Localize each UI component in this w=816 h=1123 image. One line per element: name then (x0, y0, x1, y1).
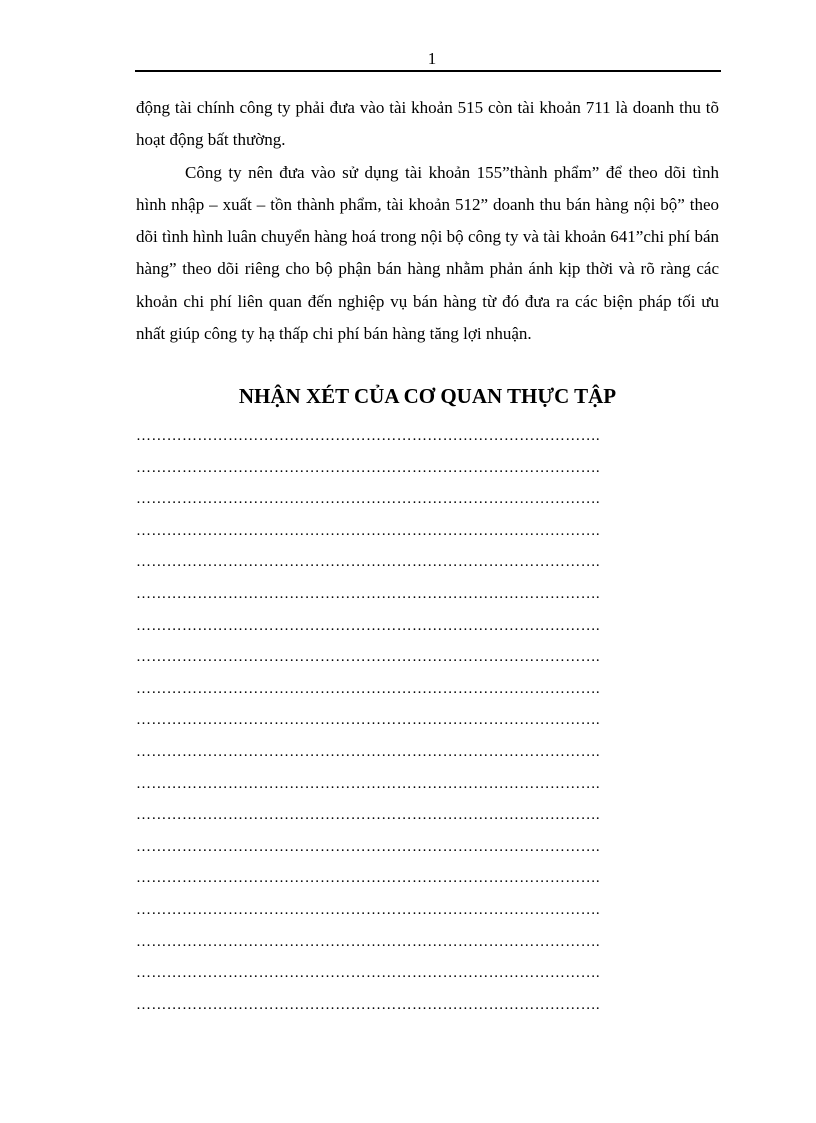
comment-line: ………………………………………………………………………………. (136, 712, 600, 729)
comment-line: ………………………………………………………………………………. (136, 838, 600, 855)
comment-line: ………………………………………………………………………………. (136, 554, 600, 571)
comment-line: ………………………………………………………………………………. (136, 491, 600, 508)
comment-line: ………………………………………………………………………………. (136, 870, 600, 887)
comment-line: ………………………………………………………………………………. (136, 459, 600, 476)
body-text (136, 92, 719, 350)
comment-line: ………………………………………………………………………………. (136, 522, 600, 539)
comment-line: ………………………………………………………………………………. (136, 743, 600, 760)
comment-line: ………………………………………………………………………………. (136, 585, 600, 602)
comment-lines (136, 421, 719, 1021)
header-rule (135, 70, 721, 72)
comment-line: ………………………………………………………………………………. (136, 933, 600, 950)
comment-line: ………………………………………………………………………………. (136, 428, 600, 444)
comment-line: ………………………………………………………………………………. (136, 680, 600, 697)
paragraph-continuation: động tài chính công ty phải đưa vào tài khoản 515 còn tài khoản 711 là doanh thu tõ hoạt động bất thường. (136, 98, 719, 150)
comment-line: ………………………………………………………………………………. (136, 807, 600, 824)
comment-line: ………………………………………………………………………………. (136, 965, 600, 982)
paragraph-recommendation: Công ty nên đưa vào sử dụng tài khoản 155”thành phẩm” để theo dõi tình hình nhập – xuất – tồn thành phẩm, tài khoản 512” doanh thu bán hàng nội bộ” theo dõi tình hình luân chuyển hàng hoá trong nội bộ công ty và tài khoản 641”chi phí bán hàng” theo dõi riêng cho bộ phận bán hàng nhằm phản ánh kịp thời và rõ ràng các khoản chi phí liên quan đến nghiệp vụ bán hàng từ đó đưa ra các biện pháp tối ưu nhất giúp công ty hạ thấp chi phí bán hàng tăng lợi nhuận. (136, 162, 719, 344)
section-title: NHẬN XÉT CỦA CƠ QUAN THỰC TẬP (238, 384, 617, 408)
comment-line: ………………………………………………………………………………. (136, 996, 600, 1013)
comment-line: ………………………………………………………………………………. (136, 649, 600, 666)
page-number: 1 (427, 49, 437, 68)
comment-line: ………………………………………………………………………………. (136, 617, 600, 634)
comment-line: ………………………………………………………………………………. (136, 775, 600, 792)
comment-line: ………………………………………………………………………………. (136, 901, 600, 918)
